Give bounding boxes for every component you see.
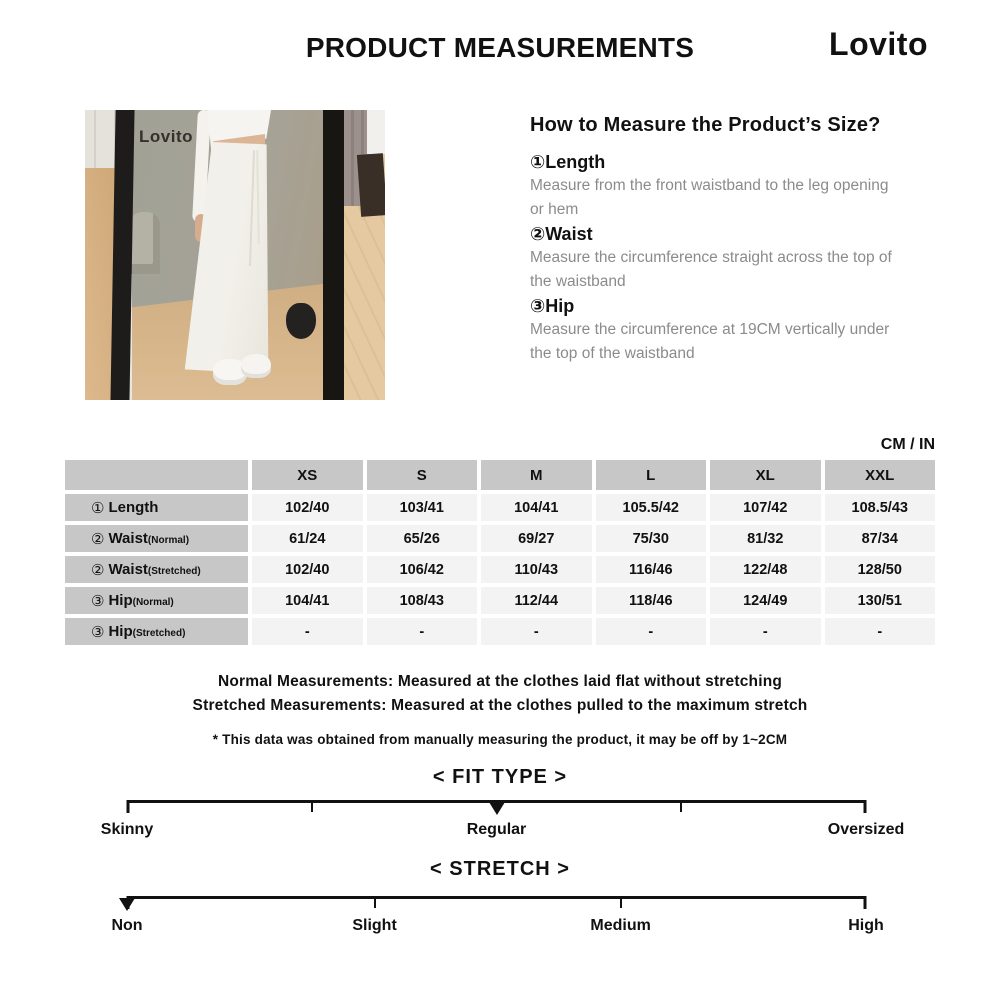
ottoman [129, 212, 160, 274]
fit-type-scale [100, 800, 905, 838]
measurement-value: 81/32 [710, 525, 821, 552]
scale-tick [864, 800, 867, 813]
howto-text-waist: Measure the circumference straight across the top of the waistband [530, 249, 892, 290]
measurement-value: - [481, 618, 592, 645]
howto-text-hip: Measure the circumference at 19CM vertically under the top of the waistband [530, 321, 890, 362]
circled-number: ① [91, 498, 105, 517]
row-label-waist-stretched [65, 556, 248, 583]
bed-corner [367, 110, 385, 154]
howto-label-hip: ③Hip [530, 296, 575, 316]
row-label-waist-normal [65, 525, 248, 552]
floor-vase [286, 303, 316, 339]
unit-label: CM / IN [880, 436, 935, 453]
how-to-measure-section [530, 114, 950, 366]
stretch-scale [111, 896, 884, 934]
howto-label-waist: ②Waist [530, 224, 593, 244]
size-col-header: XS [252, 460, 363, 490]
stretch-label-slight: Slight [352, 917, 397, 934]
photo-wall-left [85, 110, 115, 168]
row-sub: (Stretched) [132, 628, 186, 639]
measurement-value: 124/49 [710, 587, 821, 614]
measurement-value: 102/40 [252, 556, 363, 583]
note-stretched: Stretched Measurements: Measured at the clothes pulled to the maximum stretch [192, 697, 808, 714]
mirror-frame-left [110, 110, 134, 400]
size-col-header: XXL [825, 460, 936, 490]
page-title: PRODUCT MEASUREMENTS [305, 32, 695, 63]
row-label-length [65, 494, 248, 521]
circled-number: ② [91, 529, 105, 548]
fit-type-marker-icon [489, 802, 505, 815]
size-col-header: M [481, 460, 592, 490]
fit-type-label-skinny: Skinny [100, 821, 154, 838]
photo-watermark: Lovito [139, 127, 193, 146]
measurement-value: 61/24 [252, 525, 363, 552]
scale-tick [680, 800, 682, 812]
note-normal: Normal Measurements: Measured at the clothes laid flat without stretching [217, 673, 783, 690]
scale-tick [374, 896, 376, 908]
row-name: Length [108, 499, 159, 516]
row-sub: (Normal) [147, 535, 190, 546]
measurement-value: - [596, 618, 707, 645]
measurement-value: 87/34 [825, 525, 936, 552]
scale-tick [864, 896, 867, 909]
size-col-header: L [596, 460, 707, 490]
measurement-value: - [825, 618, 936, 645]
scale-tick [127, 800, 130, 813]
measurement-value: 112/44 [481, 587, 592, 614]
measurement-value: 116/46 [596, 556, 707, 583]
brand-logo: Lovito [829, 26, 928, 62]
measurement-value: - [252, 618, 363, 645]
measurement-value: 75/30 [596, 525, 707, 552]
row-label-hip-stretched [65, 618, 248, 645]
row-label-hip-normal [65, 587, 248, 614]
row-name: Waist [108, 561, 148, 578]
row-sub: (Normal) [132, 597, 174, 608]
fit-type-label-oversized: Oversized [827, 821, 905, 838]
row-name: Waist [108, 530, 148, 547]
measurement-value: 102/40 [252, 494, 363, 521]
measurement-value: 128/50 [825, 556, 936, 583]
how-to-title: How to Measure the Product’s Size? [530, 114, 881, 136]
measurement-value: 104/41 [481, 494, 592, 521]
measurement-value: 105.5/42 [596, 494, 707, 521]
circled-number: ② [91, 560, 105, 579]
fit-type-title: < FIT TYPE > [432, 766, 568, 788]
note-disclaimer: * This data was obtained from manually measuring the product, it may be off by 1~2CM [212, 732, 788, 747]
measurement-value: 69/27 [481, 525, 592, 552]
stretch-marker-icon [119, 898, 135, 911]
bench [357, 153, 385, 217]
mirror-frame-right [323, 110, 344, 400]
stretch-title: < STRETCH > [430, 858, 570, 880]
product-photo [85, 110, 385, 400]
measurement-value: - [710, 618, 821, 645]
measurement-value: 108.5/43 [825, 494, 936, 521]
measurement-value: 130/51 [825, 587, 936, 614]
notes-section [0, 670, 1000, 747]
measurement-value: - [367, 618, 478, 645]
measurement-value: 104/41 [252, 587, 363, 614]
stretch-label-high: High [848, 917, 884, 934]
measurement-value: 65/26 [367, 525, 478, 552]
measurement-value: 118/46 [596, 587, 707, 614]
howto-text-length: Measure from the front waistband to the leg opening or hem [530, 177, 889, 218]
measurement-table [65, 460, 935, 645]
measurement-value: 107/42 [710, 494, 821, 521]
scale-tick [620, 896, 622, 908]
row-sub: (Stretched) [147, 566, 201, 577]
row-name: Hip [108, 623, 133, 640]
scale-tick [311, 800, 313, 812]
stretch-label-medium: Medium [590, 917, 651, 934]
measurement-value: 110/43 [481, 556, 592, 583]
size-col-header: S [367, 460, 478, 490]
stretch-label-non: Non [111, 917, 143, 934]
measurement-value: 103/41 [367, 494, 478, 521]
sneaker [241, 354, 271, 378]
fit-type-label-regular: Regular [466, 821, 527, 838]
howto-label-length: ①Length [530, 152, 606, 172]
circled-number: ③ [91, 622, 105, 641]
measurement-value: 106/42 [367, 556, 478, 583]
measurement-value: 108/43 [367, 587, 478, 614]
table-corner-cell [65, 460, 248, 490]
row-name: Hip [108, 592, 133, 609]
measurement-value: 122/48 [710, 556, 821, 583]
circled-number: ③ [91, 591, 105, 610]
size-col-header: XL [710, 460, 821, 490]
